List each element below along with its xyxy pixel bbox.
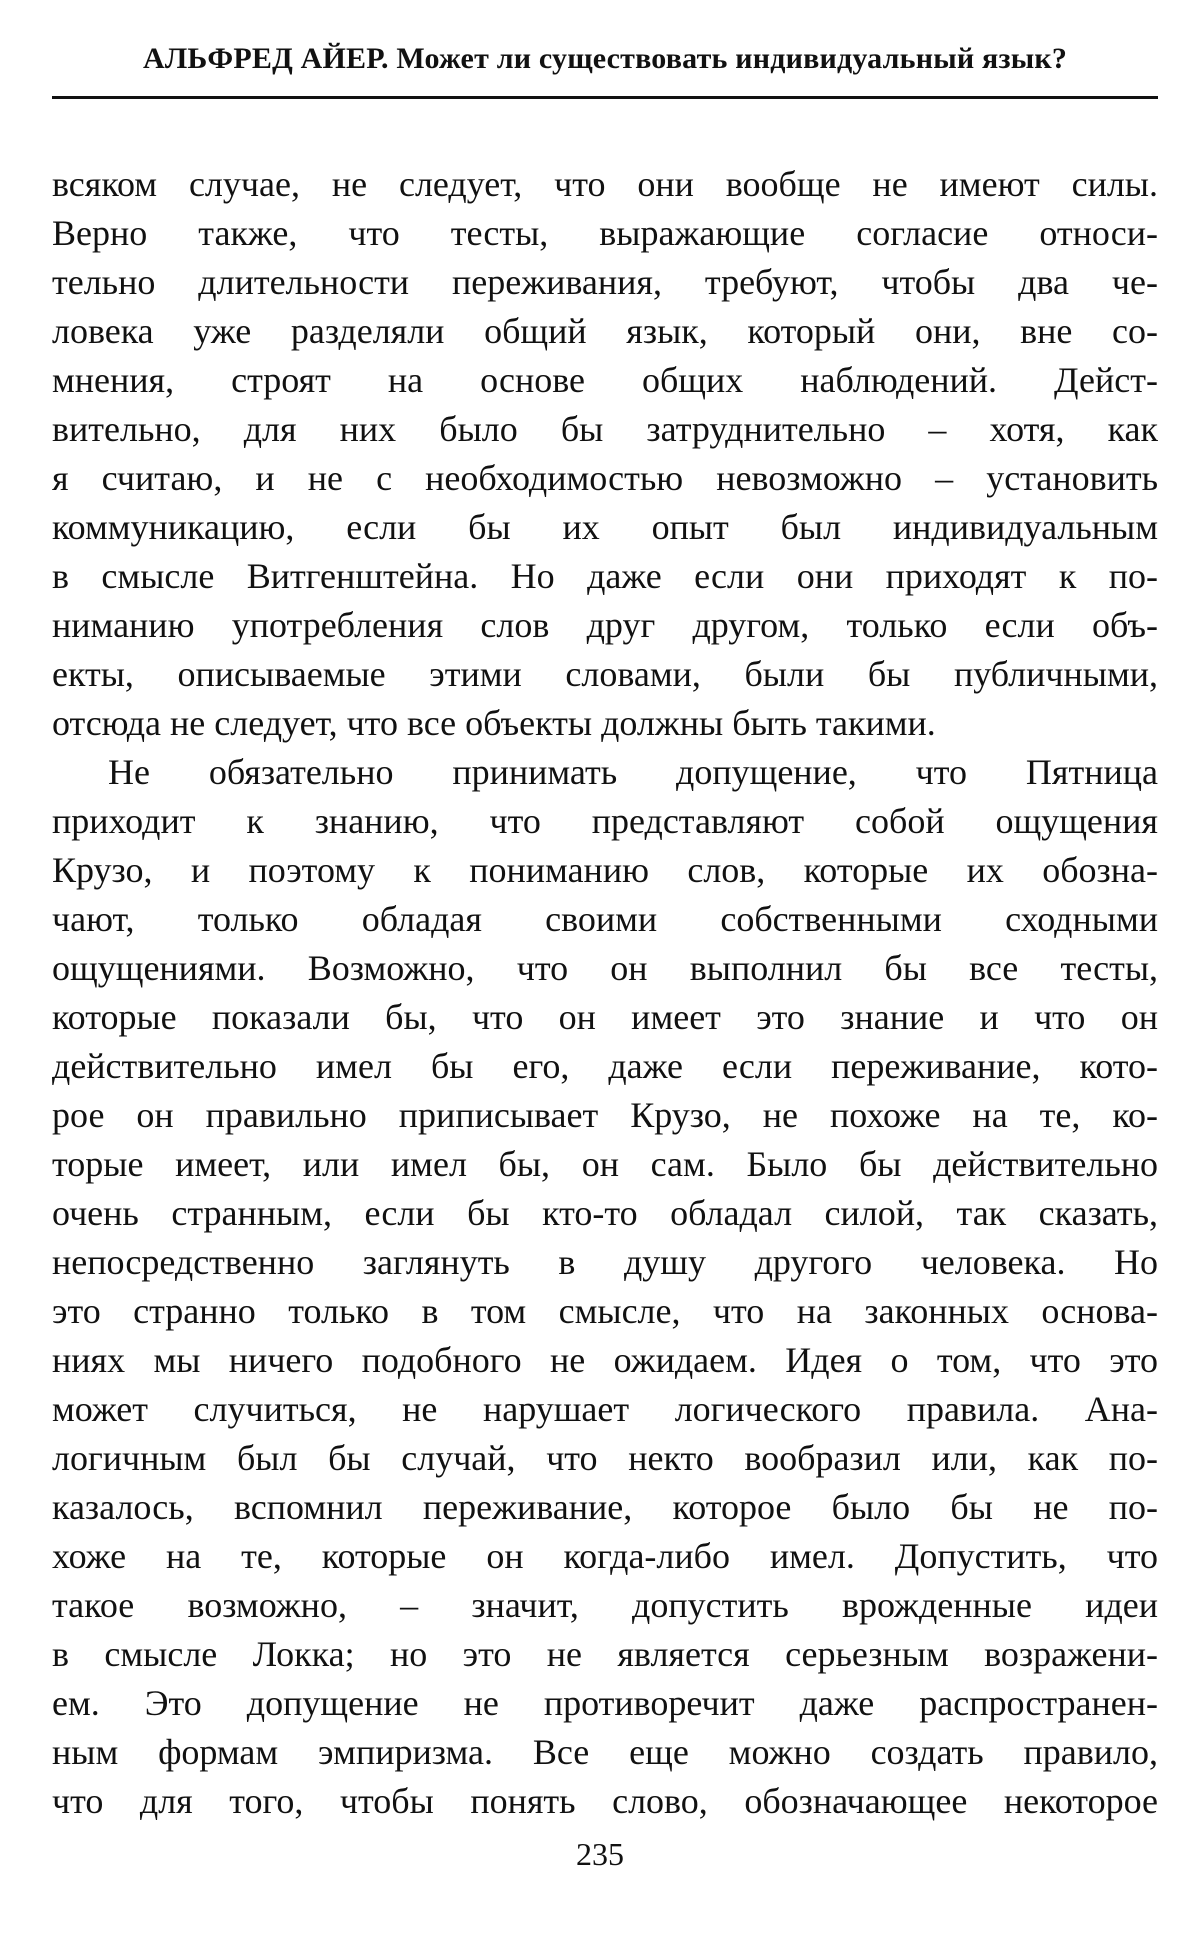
text-line: казалось, вспомнил переживание, которое было бы не по-: [52, 1487, 1158, 1527]
text-line: хоже на те, которые он когда-либо имел. Допустить, что: [52, 1536, 1158, 1576]
text-line: екты, описываемые этими словами, были бы публичными,: [52, 654, 1158, 694]
text-line: может случиться, не нарушает логического правила. Ана-: [52, 1389, 1158, 1429]
text-line: Крузо, и поэтому к пониманию слов, которые их обозна-: [52, 850, 1158, 890]
text-line: Верно также, что тесты, выражающие согласие относи-: [52, 213, 1158, 253]
text-line: действительно имел бы его, даже если переживание, кото-: [52, 1046, 1158, 1086]
text-line: непосредственно заглянуть в душу другого человека. Но: [52, 1242, 1158, 1282]
text-line: ловека уже разделяли общий язык, который они, вне со-: [52, 311, 1158, 351]
text-line: рое он правильно приписывает Крузо, не похоже на те, ко-: [52, 1095, 1158, 1135]
text-line: приходит к знанию, что представляют собой ощущения: [52, 801, 1158, 841]
text-line: в смысле Локка; но это не является серьезным возражени-: [52, 1634, 1158, 1674]
text-line: ниманию употребления слов друг другом, только если объ-: [52, 605, 1158, 645]
text-line: я считаю, и не с необходимостью невозможно – установить: [52, 458, 1158, 498]
text-line: в смысле Витгенштейна. Но даже если они приходят к по-: [52, 556, 1158, 596]
text-line: это странно только в том смысле, что на законных основа-: [52, 1291, 1158, 1331]
text-line: торые имеет, или имел бы, он сам. Было бы действительно: [52, 1144, 1158, 1184]
page-number: 235: [576, 1836, 624, 1872]
running-head: АЛЬФРЕД АЙЕР. Может ли существовать индивидуальный язык?: [142, 42, 1068, 75]
text-line: коммуникацию, если бы их опыт был индивидуальным: [52, 507, 1158, 547]
text-line: ным формам эмпиризма. Все еще можно создать правило,: [52, 1732, 1158, 1772]
text-line: которые показали бы, что он имеет это знание и что он: [52, 997, 1158, 1037]
text-line: что для того, чтобы понять слово, обозначающее некоторое: [52, 1781, 1158, 1821]
text-line: чают, только обладая своими собственными сходными: [52, 899, 1158, 939]
text-line: мнения, строят на основе общих наблюдений. Дейст-: [52, 360, 1158, 400]
paragraph: [52, 160, 1158, 748]
text-line: такое возможно, – значит, допустить врожденные идеи: [52, 1585, 1158, 1625]
text-line: отсюда не следует, что все объекты должны быть такими.: [52, 703, 936, 743]
text-line: тельно длительности переживания, требуют, чтобы два че-: [52, 262, 1158, 302]
header-rule: [52, 96, 1158, 99]
text-line: Не обязательно принимать допущение, что Пятница: [108, 752, 1158, 792]
text-line: очень странным, если бы кто-то обладал силой, так сказать,: [52, 1193, 1158, 1233]
text-line: ощущениями. Возможно, что он выполнил бы все тесты,: [52, 948, 1158, 988]
text-line: ем. Это допущение не противоречит даже распространен-: [52, 1683, 1158, 1723]
text-line: вительно, для них было бы затруднительно – хотя, как: [52, 409, 1158, 449]
body-text: [52, 160, 1158, 1826]
text-line: всяком случае, не следует, что они вообще не имеют силы.: [52, 164, 1158, 204]
text-line: логичным был бы случай, что некто вообразил или, как по-: [52, 1438, 1158, 1478]
paragraph: [52, 748, 1158, 1826]
text-line: ниях мы ничего подобного не ожидаем. Идея о том, что это: [52, 1340, 1158, 1380]
